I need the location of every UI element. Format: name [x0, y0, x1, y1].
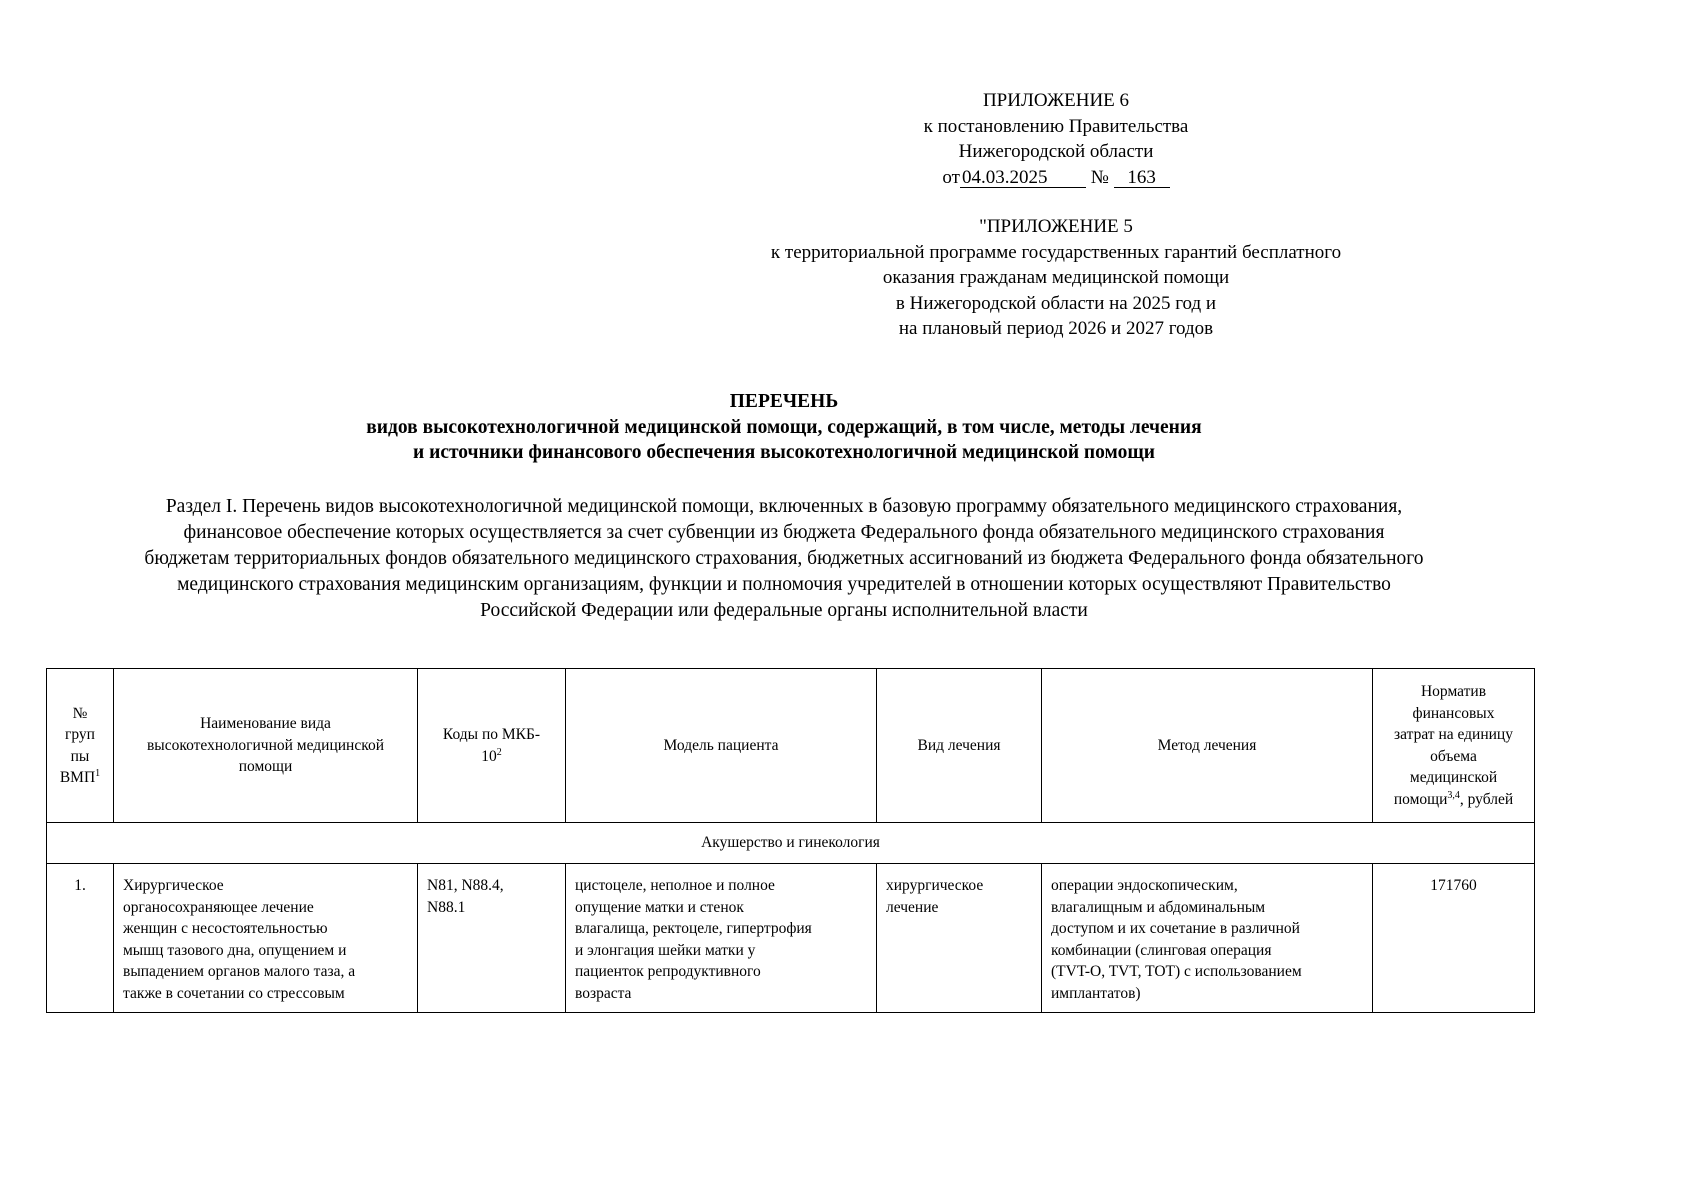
appendix-6-date-line: [700, 165, 1412, 191]
date-prefix: от: [942, 166, 960, 188]
section-line: медицинского страхования медицинским организациям, функции и полномочия учредителей в отношении которых осуществляют Правительство: [177, 574, 1391, 595]
title-line: и источники финансового обеспечения высокотехнологичной медицинской помощи: [412, 442, 1156, 463]
header-patient-model: Модель пациента: [566, 669, 877, 823]
header-icd-codes: Коды по МКБ- $10^2$: [418, 669, 566, 823]
table-header-row: [47, 669, 1535, 823]
document-title: [0, 389, 1568, 466]
appendix-6-line-2: к постановлению Правительства: [923, 115, 1189, 137]
header-treatment-method: Метод лечения: [1042, 669, 1373, 823]
appendix-5-line: в Нижегородской области на 2025 год и: [895, 292, 1217, 314]
resolution-date: 04.03.2025: [960, 168, 1086, 188]
title-line: ПЕРЕЧЕНЬ: [729, 391, 839, 412]
table-row: [47, 864, 1535, 1013]
cell-cost: 171760: [1373, 864, 1535, 1013]
number-sign: №: [1090, 166, 1109, 188]
header-treatment-type: Вид лечения: [877, 669, 1042, 823]
cell-icd-codes: N81, N88.4, N88.1: [418, 864, 566, 1013]
appendix-6-title: ПРИЛОЖЕНИЕ 6: [982, 90, 1130, 111]
header-cost-standard: Норматив финансовых затрат на единицу объема медицинской помощи$^{3,4}$, рублей: [1373, 669, 1535, 823]
appendix-5-header: [700, 214, 1412, 342]
section-row-label: Акушерство и гинекология: [47, 823, 1535, 864]
section-line: Раздел I. Перечень видов высокотехнологичной медицинской помощи, включенных в базовую программу обязательного медицинского страхования,: [165, 496, 1403, 517]
section-line: бюджетам территориальных фондов обязательного медицинского страхования, бюджетных ассигнований из бюджета Федерального фонда обязательного: [144, 548, 1424, 569]
appendix-5-line: оказания гражданам медицинской помощи: [882, 267, 1230, 288]
cell-group-number: 1.: [47, 864, 114, 1013]
cell-patient-model: цистоцеле, неполное и полное опущение матки и стенок влагалища, ректоцеле, гипертрофия и элонгация шейки матки у пациенток репродуктивного возраста: [566, 864, 877, 1013]
appendix-6-line-3: Нижегородской области: [958, 141, 1154, 162]
section-line: Российской Федерации или федеральные органы исполнительной власти: [480, 600, 1088, 621]
appendix-6-header: [700, 88, 1412, 190]
title-line: видов высокотехнологичной медицинской помощи, содержащий, в том числе, методы лечения: [366, 416, 1202, 438]
vmp-table: [46, 668, 1535, 1013]
cell-name: Хирургическое органосохраняющее лечение женщин с несостоятельностью мышц тазового дна, опущением и выпадением органов малого таза, а также в сочетании со стрессовым: [114, 864, 418, 1013]
appendix-5-line: к территориальной программе государственных гарантий бесплатного: [770, 241, 1342, 263]
resolution-number: 163: [1114, 168, 1170, 188]
section-heading: [20, 494, 1548, 624]
table-section-row: [47, 823, 1535, 864]
appendix-5-line: "ПРИЛОЖЕНИЕ 5: [979, 216, 1133, 237]
cell-treatment-method: операции эндоскопическим, влагалищным и абдоминальным доступом и их сочетание в различной комбинации (слинговая операция (TVT-O, TVT, TOT) с использованием имплантатов): [1042, 864, 1373, 1013]
appendix-5-line: на плановый период 2026 и 2027 годов: [898, 318, 1214, 339]
header-group-number: № груп пы ВМП$^1$: [47, 669, 114, 823]
header-name: Наименование вида высокотехнологичной медицинской помощи: [114, 669, 418, 823]
section-line: финансовое обеспечение которых осуществляется за счет субвенции из бюджета Федерального фонда обязательного медицинского страхования: [183, 522, 1385, 543]
cell-treatment-type: хирургическое лечение: [877, 864, 1042, 1013]
